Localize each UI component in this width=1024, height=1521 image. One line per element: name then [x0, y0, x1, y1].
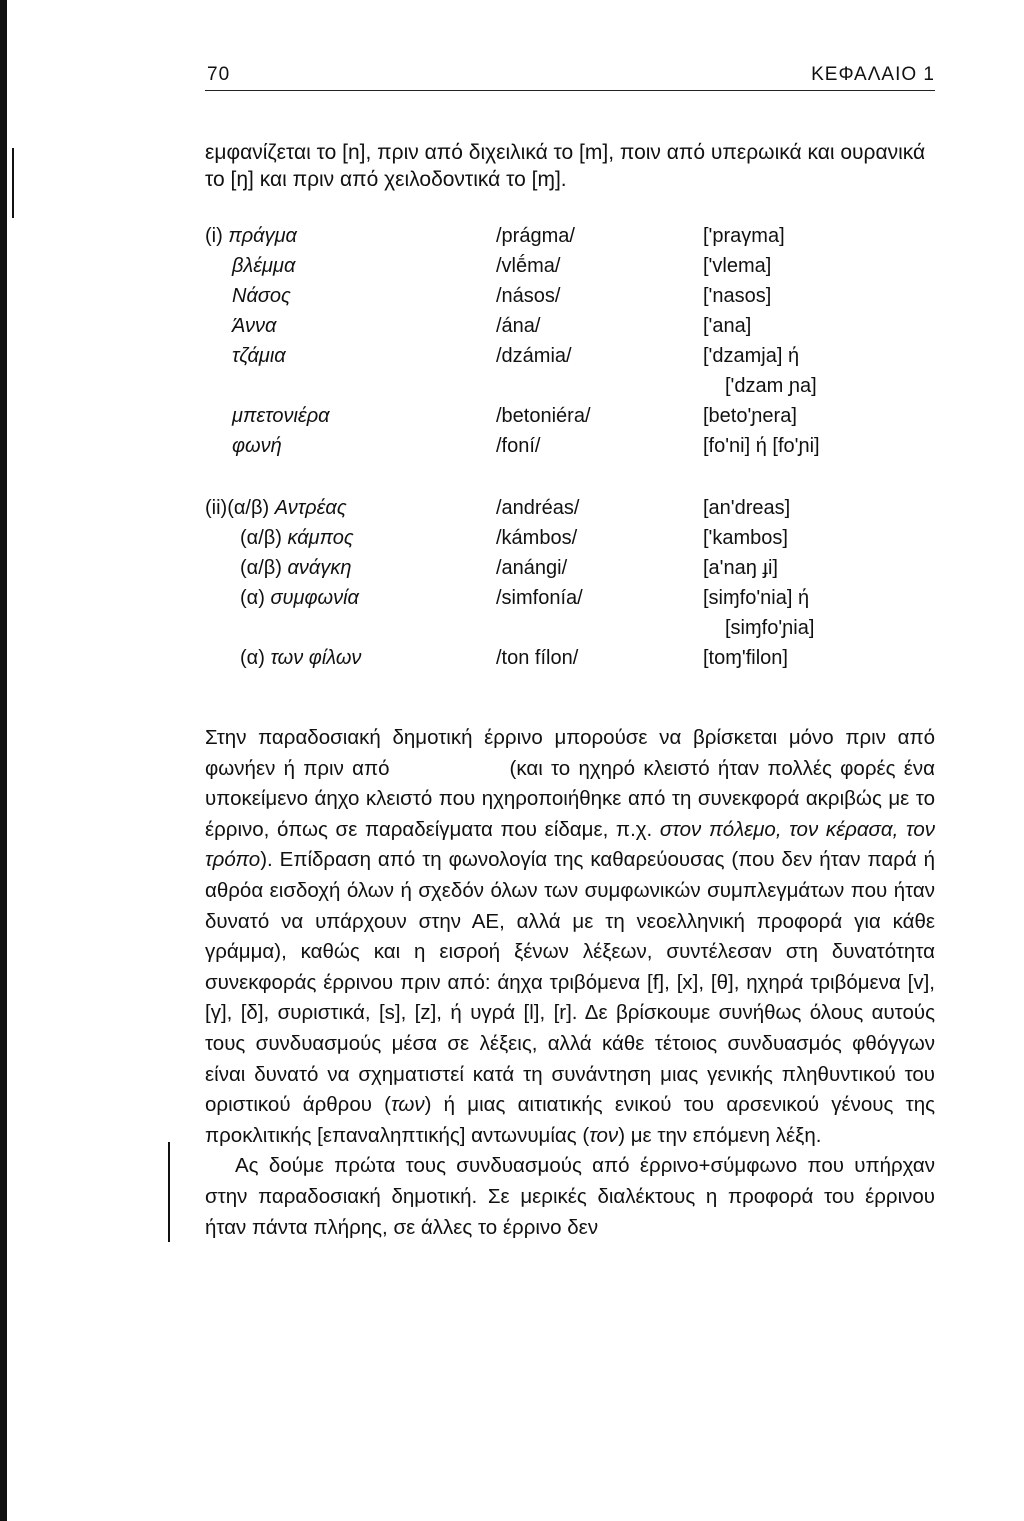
example-word: Άννα: [232, 315, 277, 337]
example-row: [205, 497, 935, 527]
phonemic-form: /betoniéra/: [496, 405, 591, 427]
book-page: [205, 58, 935, 1243]
page-number: 70: [207, 64, 231, 85]
example-word: τζάμια: [232, 345, 286, 367]
example-row: [205, 345, 935, 375]
phonetic-form: [siɱfo'nia] ή: [703, 587, 810, 609]
example-row-continuation: [205, 617, 935, 647]
phonemic-form: /kámbos/: [496, 527, 578, 549]
example-word: Νάσος: [232, 285, 291, 307]
phonemic-form: /násos/: [496, 285, 561, 307]
example-word: (α/β) κάμπος: [240, 527, 354, 549]
phonetic-form: [a'naŋ ɟi]: [703, 557, 778, 579]
paragraph-1: Στην παραδοσιακή δημοτική έρρινο μπορούσε να βρίσκεται μόνο πριν από φωνήεν ή πριν από (και το ηχηρό κλειστό ήταν πολλές φορές ένα υποκείμενο άηχο κλειστό που ηχηροποιήθηκε από τη συνεκφορά ακριβώς με το έρρινο, όπως σε παραδείγματα που είδαμε, π.χ. στον πόλεμο, τον κέρασα, τον τρόπο). Επίδραση από τη φωνολογία της καθαρεύουσας (που δεν ήταν παρά ή αθρόα εισδοχή όλων ή σχεδόν όλων των συμφωνικών συμπλεγμάτων που ήταν δυνατό να υπάρχουν στην ΑΕ, αλλά με τη νεοελληνική προφορά για κάθε γράμμα), καθώς και η εισροή ξένων λέξεων, συντέλεσαν στη δυνατότητα συνεκφοράς έρρινου πριν από: άηχα τριβόμενα [f], [x], [θ], ηχηρά τριβόμενα [v], [γ], [δ], συριστικά, [s], [z], ή υγρά [l], [r]. Δε βρίσκουμε συνήθως όλους αυτούς τους συνδυασμούς μέσα σε λέξεις, αλλά κάθε τέτοιος συνδυασμός φθόγγων είναι δυνατό να σχηματιστεί κατά τη συνάντηση μιας γενικής πληθυντικού του οριστικού άρθρου (των) ή μιας αιτιατικής ενικού του αρσενικού γένους της προκλιτικής [επαναληπτικής] αντωνυμίας (τον) με την επόμενη λέξη.: [205, 726, 936, 1147]
margin-mark: [12, 148, 14, 218]
example-word: φωνή: [232, 435, 282, 457]
scan-edge-bar: [0, 0, 7, 1521]
phonemic-form: /ton fílon/: [496, 647, 579, 669]
example-row: [205, 225, 935, 255]
intro-text: εμφανίζεται το [n], πριν από διχειλικά το [m], ποιν από υπερωικά και ουρανικά το [ŋ] και πριν από χειλοδοντικά το [ɱ].: [205, 141, 926, 191]
phonetic-form: [fo'ni] ή [fo'ɲi]: [703, 435, 820, 457]
phonetic-form: ['nasos]: [703, 285, 772, 307]
phonemic-form: /foní/: [496, 435, 541, 457]
phonetic-form: [toɱ'filon]: [703, 647, 788, 669]
running-header: [205, 58, 935, 91]
phonemic-form: /anángi/: [496, 557, 568, 579]
example-row-continuation: [205, 375, 935, 405]
intro-paragraph: [205, 139, 935, 193]
examples-block: [205, 225, 935, 677]
phonetic-form: ['vlema]: [703, 255, 772, 277]
example-row: [205, 647, 935, 677]
example-word: (α) των φίλων: [240, 647, 362, 669]
body-text: [205, 723, 935, 1243]
chapter-title: ΚΕΦΑΛΑΙΟ 1: [811, 64, 935, 85]
example-word: (i) πράγμα: [205, 225, 297, 247]
example-row: [205, 557, 935, 587]
example-row: [205, 405, 935, 435]
examples-group-i: [205, 225, 935, 465]
phonemic-form: /dzámia/: [496, 345, 572, 367]
phonemic-form: /andréas/: [496, 497, 580, 519]
phonemic-form: /ána/: [496, 315, 541, 337]
phonemic-form: /prágma/: [496, 225, 575, 247]
phonetic-form: ['dzamja] ή: [703, 345, 800, 367]
example-row: [205, 587, 935, 617]
example-row: [205, 527, 935, 557]
phonetic-form: ['praγma]: [703, 225, 785, 247]
example-row: [205, 255, 935, 285]
example-row: [205, 435, 935, 465]
phonetic-form: ['ana]: [703, 315, 752, 337]
example-word: βλέμμα: [232, 255, 296, 277]
example-row: [205, 315, 935, 345]
examples-group-ii: [205, 497, 935, 677]
example-word: μπετονιέρα: [232, 405, 330, 427]
phonemic-form: /simfonía/: [496, 587, 583, 609]
phonemic-form: /vlḗma/: [496, 255, 561, 277]
phonetic-form-alt: [siɱfo'ɲia]: [725, 617, 815, 639]
phonetic-form: ['kambos]: [703, 527, 788, 549]
example-word: (ii)(α/β) Αντρέας: [205, 497, 347, 519]
phonetic-form-alt: ['dzam ɲa]: [725, 375, 817, 397]
example-row: [205, 285, 935, 315]
example-word: (α/β) ανάγκη: [240, 557, 352, 579]
phonetic-form: [beto'ɲera]: [703, 405, 797, 427]
phonetic-form: [an'dreas]: [703, 497, 791, 519]
example-word: (α) συμφωνία: [240, 587, 359, 609]
paragraph-2: Ας δούμε πρώτα τους συνδυασμούς από έρρινο+σύμφωνο που υπήρχαν στην παραδοσιακή δημοτική. Σε μερικές διαλέκτους η προφορά του έρρινου ήταν πάντα πλήρης, σε άλλες το έρρινο δεν: [205, 1154, 935, 1239]
margin-mark: [168, 1142, 170, 1242]
